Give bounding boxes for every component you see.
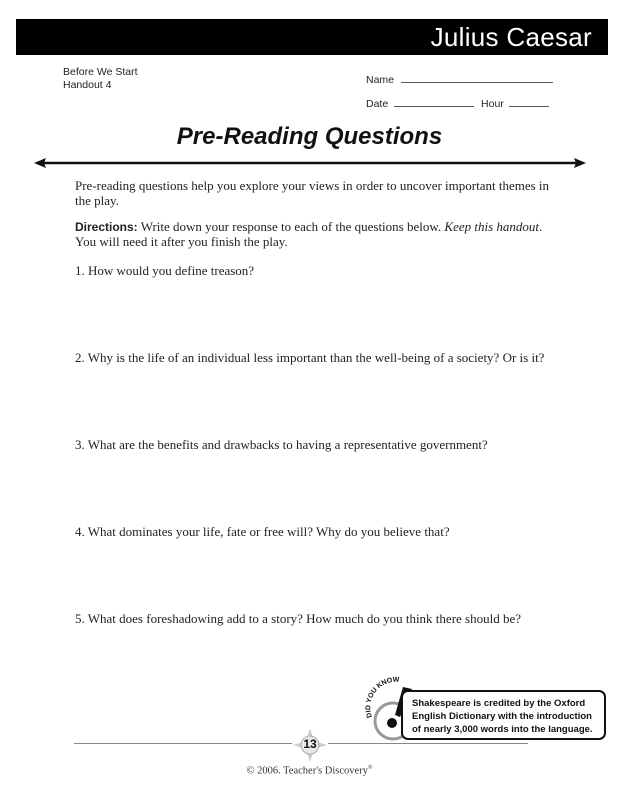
question-2: 2. Why is the life of an individual less important than the well-being of a society? Or is it? — [75, 350, 545, 365]
directions-emphasis: Keep this handout — [444, 219, 540, 234]
page-title: Pre-Reading Questions — [176, 123, 443, 150]
copyright-text: © 2006. Teacher's Discovery — [246, 765, 368, 777]
did-you-know-text: Shakespeare is credited by the Oxford English Dictionary with the introduction of nearly 3,000 words into the language. — [412, 698, 593, 735]
date-label: Date — [366, 98, 389, 110]
date-line[interactable] — [394, 97, 474, 107]
double-arrow-divider — [34, 157, 586, 169]
directions-paragraph — [75, 220, 555, 249]
name-label: Name — [366, 74, 395, 86]
footer-rule-right — [328, 743, 528, 744]
question-4: 4. What dominates your life, fate or free will? Why do you believe that? — [75, 524, 450, 539]
title-banner — [16, 19, 608, 55]
question-3: 3. What are the benefits and drawbacks to having a representative government? — [75, 437, 488, 452]
directions-text: Write down your response to each of the questions below. — [137, 219, 445, 234]
question-5: 5. What does foreshadowing add to a story? How much do you think there should be? — [75, 611, 521, 626]
did-you-know-label: DID YOU KNOW — [365, 676, 400, 719]
date-field[interactable] — [366, 97, 549, 110]
name-field[interactable] — [366, 73, 553, 86]
handout-info — [63, 66, 138, 92]
name-line[interactable] — [401, 73, 553, 83]
copyright — [0, 765, 619, 777]
banner-title: Julius Caesar — [430, 22, 592, 52]
handout-label: Handout 4 — [63, 79, 112, 91]
section-label: Before We Start — [63, 66, 138, 78]
hour-line[interactable] — [509, 97, 549, 107]
footer-rule-left — [74, 743, 292, 744]
svg-text:DID YOU KNOW — [365, 677, 400, 719]
directions-label: Directions: — [75, 220, 138, 234]
page-number: 13 — [303, 737, 317, 751]
registered-mark: ® — [367, 765, 373, 771]
question-1: 1. How would you define treason? — [75, 263, 255, 278]
intro-paragraph: Pre-reading questions help you explore your views in order to uncover important themes in the play. — [75, 178, 550, 208]
directions-text-after: . You will need it after you finish the play. — [75, 219, 543, 249]
hour-label: Hour — [481, 98, 504, 110]
